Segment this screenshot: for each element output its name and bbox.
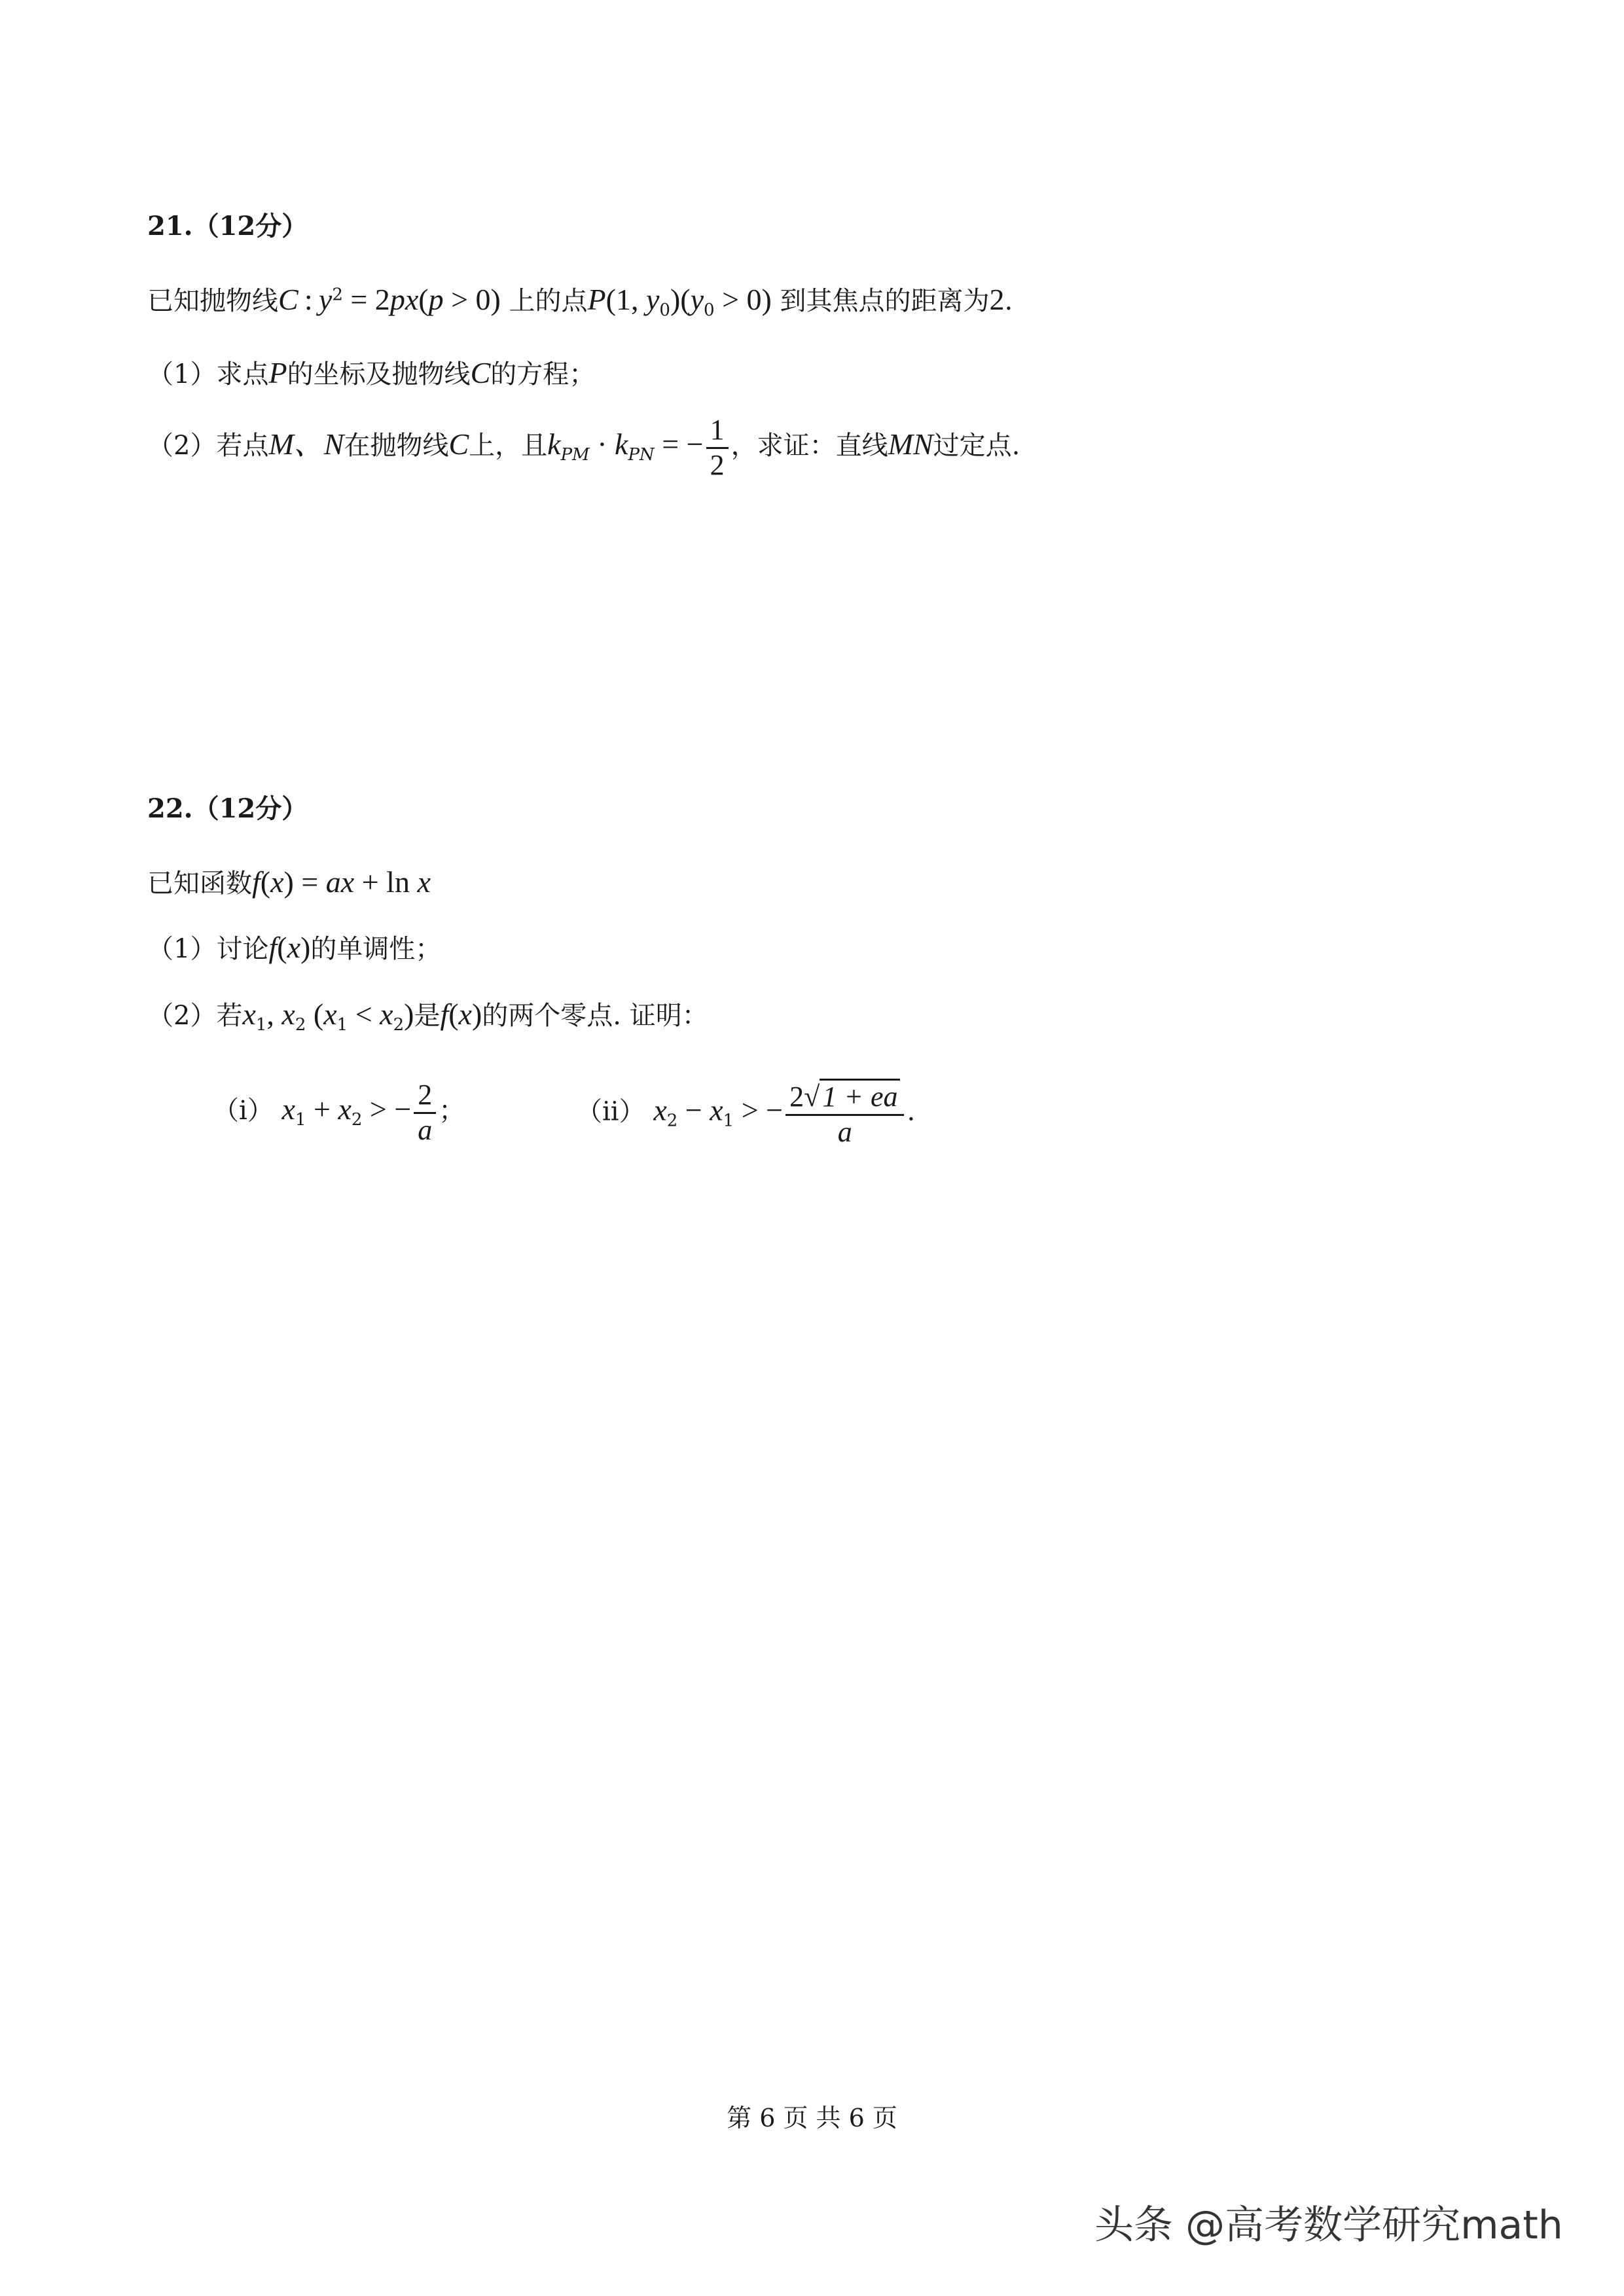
- q22-claim-i: （i） $x_1 + x_2$ > − $\frac{2}{a}$ ；: [213, 1079, 465, 1146]
- fraction-one-half: $\frac{1}{2}$: [706, 414, 729, 482]
- q22-part1: （1）讨论f(x)的单调性；: [147, 931, 442, 964]
- q21-part2: （2）若点M、N在抛物线C上，且$k_{PM} \cdot k_{PN}$ = − $\frac{1}{2}$ ，求证：直线MN过定点.: [147, 414, 1020, 481]
- fraction-sqrt-over-a: $\frac{2√1 + ea}{a}$: [785, 1079, 904, 1149]
- q21-title: 21.（12分）: [147, 211, 308, 242]
- q22-claim-ii: （ii） $x_2 - x_1$ > − $\frac{2√1 + ea}{a}$ .: [576, 1079, 915, 1149]
- page-footer: 第 6 页 共 6 页: [727, 2104, 897, 2132]
- fraction-two-over-a: $\frac{2}{a}$: [414, 1079, 436, 1147]
- math-point-p: P: [587, 283, 606, 316]
- q21-stem: 已知抛物线C : $y^2 = 2px(p > 0)$ 上的点P(1, $y_0)(y_0 > 0)$ 到其焦点的距离为2.: [147, 283, 1013, 320]
- watermark: 头条 @高考数学研究math: [1094, 2202, 1563, 2248]
- q22-part2: （2）若$x_1$, $x_2$ $(x_1 < x_2)$是f(x)的两个零点. 证明：: [147, 997, 708, 1035]
- math-parabola-eq: C: [278, 283, 298, 316]
- q22-stem: 已知函数f(x) = ax + ln x: [147, 865, 431, 899]
- q22-title: 22.（12分）: [147, 793, 308, 824]
- q21-part1: （1）求点P的坐标及抛物线C的方程；: [147, 356, 596, 389]
